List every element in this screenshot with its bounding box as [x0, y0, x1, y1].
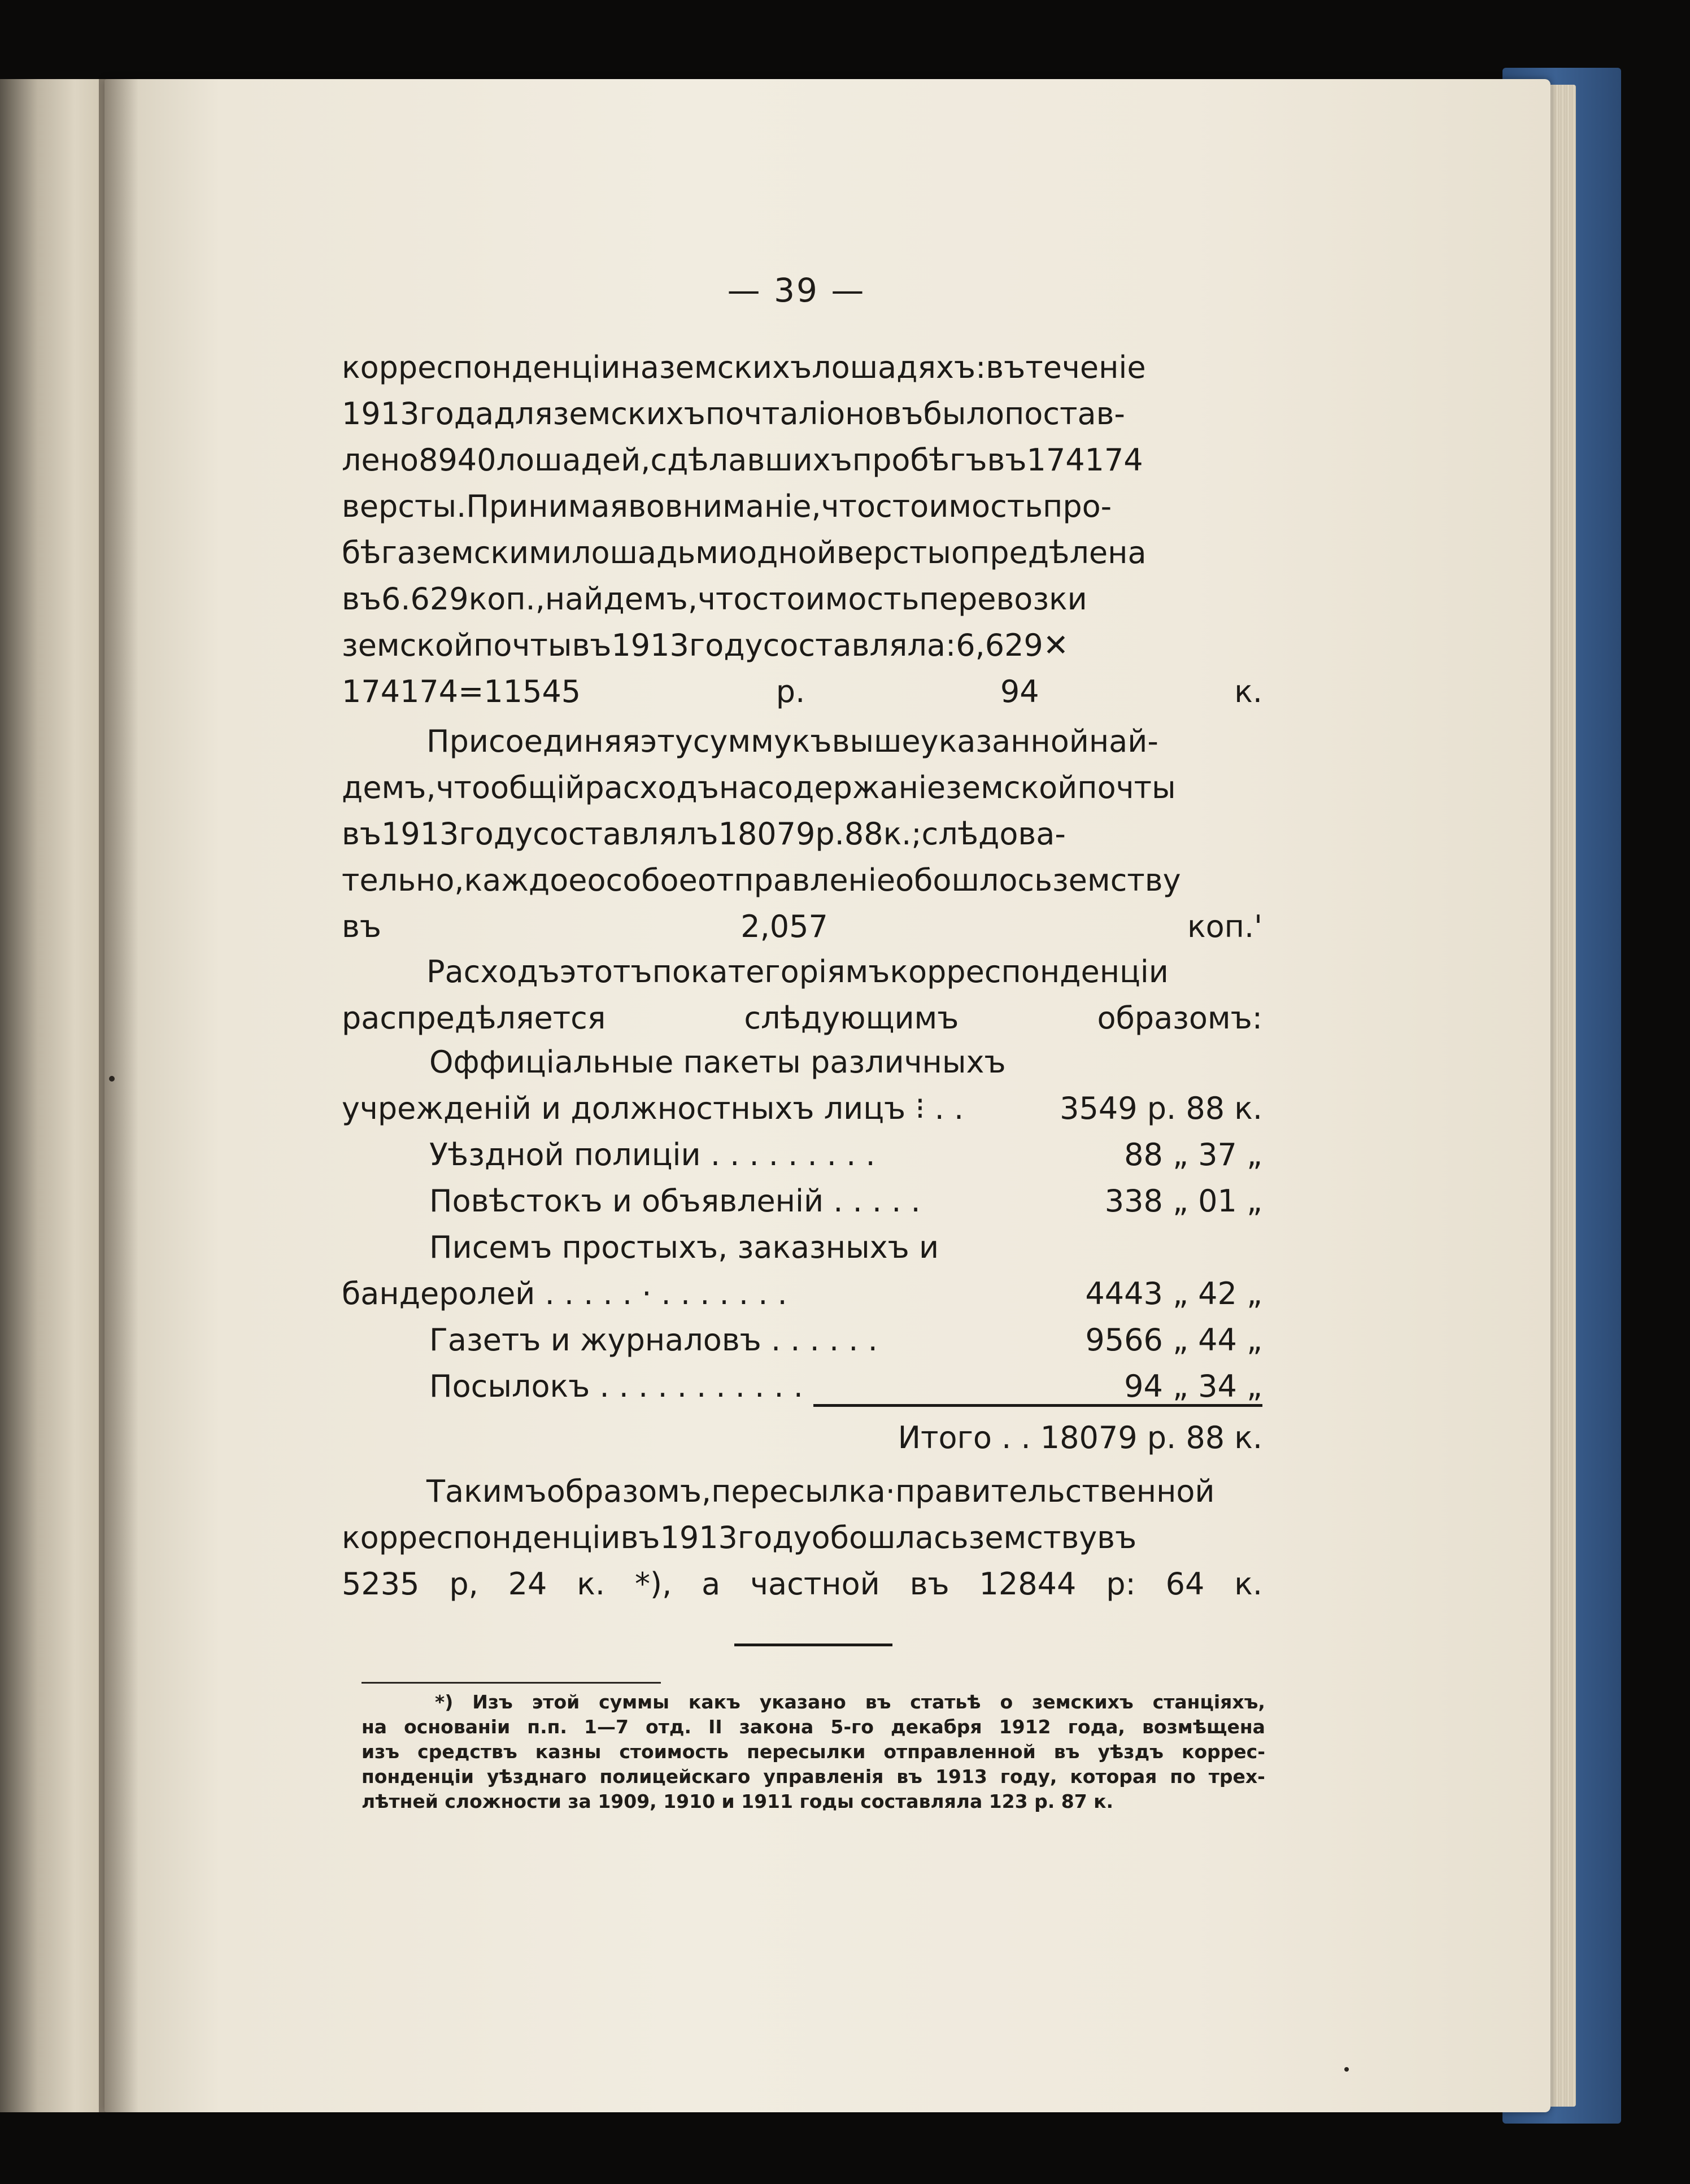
word: 6,629✕ [956, 627, 1069, 663]
word: пробѣгъ [852, 442, 987, 478]
total-amount: Итого . . 18079 р. 88 к. [898, 1420, 1262, 1455]
word: году, [1000, 1765, 1057, 1788]
word: отд. [646, 1716, 692, 1738]
word: трех- [1208, 1765, 1265, 1788]
text-line: распредѣляется слѣдующимъ образомъ: [342, 1000, 1262, 1036]
footnote-rule [361, 1682, 661, 1684]
word: суммы [599, 1691, 670, 1713]
row-label: Писемъ простыхъ, заказныхъ и [429, 1230, 939, 1265]
word: году [689, 627, 763, 663]
word: этой [532, 1691, 580, 1713]
text-line [342, 530, 1262, 576]
word: 1913 [660, 1520, 738, 1555]
word: обошлось [895, 862, 1052, 898]
word: уѣзднаго [486, 1765, 587, 1788]
word: въ [986, 350, 1026, 385]
table-row [342, 1224, 1262, 1271]
word: земскихъ [552, 396, 705, 431]
word: какъ [688, 1691, 741, 1713]
word: 6.629 [381, 581, 469, 617]
word: стоимость [876, 489, 1043, 524]
word: почты [473, 627, 572, 663]
page-number: — 39 — [727, 271, 866, 309]
row-label: Уѣздной полиціи . . . . . . . . . [429, 1137, 876, 1172]
word: отправленіе [697, 862, 896, 898]
word: понденціи [361, 1765, 474, 1788]
table-row [342, 1132, 1262, 1178]
text-line: въ 2,057 коп.' [342, 909, 1262, 944]
word: составляла: [763, 627, 956, 663]
row-amount: 9566 „ 44 „ [1085, 1322, 1262, 1358]
word: Расходъ [426, 954, 560, 989]
word: 1913 [381, 816, 459, 852]
word: земской [342, 627, 474, 663]
row-amount: 338 „ 01 „ [1104, 1183, 1262, 1219]
table-row [342, 1363, 1262, 1410]
table-row [342, 1317, 1262, 1363]
word: содержаніе [757, 770, 946, 805]
word: 1913 [935, 1765, 987, 1788]
word: году [737, 1520, 812, 1555]
word: корреспонденціи [342, 350, 621, 385]
footnote-line: лѣтней сложности за 1909, 1910 и 1911 годы составляла 123 р. 87 к. [361, 1790, 1114, 1812]
word: вышеуказанной [831, 723, 1089, 759]
word: что [435, 770, 491, 805]
word: возмѣщена [1142, 1716, 1265, 1738]
word: уѣздъ [1097, 1741, 1164, 1763]
word: расходъ [585, 770, 719, 805]
page-speck [109, 1076, 115, 1082]
word: коп., [468, 581, 545, 617]
row-amount: 3549 р. 88 к. [1060, 1091, 1262, 1126]
word: Изъ [472, 1691, 513, 1713]
row-label: учрежденій и должностныхъ лицъ ⁝ . . [342, 1091, 964, 1126]
word: средствъ [417, 1741, 517, 1763]
word: сдѣлавшихъ [650, 442, 852, 478]
word: п.п. [527, 1716, 567, 1738]
word: версты. [342, 489, 467, 524]
word: для [494, 396, 553, 431]
word: постав- [1004, 396, 1125, 431]
word: въ [987, 442, 1027, 478]
word: к.; [883, 816, 922, 852]
row-amount: 94 „ 34 „ [1124, 1368, 1262, 1404]
row-label: Посылокъ . . . . . . . . . . . [429, 1368, 803, 1404]
word: которая [1070, 1765, 1157, 1788]
word: 1—7 [584, 1716, 629, 1738]
word: слѣдова- [921, 816, 1066, 852]
word: земству [1052, 862, 1181, 898]
word: основаніи [404, 1716, 511, 1738]
text-line [342, 576, 1262, 622]
word: изъ [361, 1741, 400, 1763]
word: декабря [891, 1716, 982, 1738]
word: въ [572, 627, 612, 663]
word: что [821, 489, 876, 524]
word: въ [342, 581, 381, 617]
word: земству [968, 1520, 1097, 1555]
table-row [342, 1178, 1262, 1224]
word: году [459, 816, 533, 852]
word: пересылка· [711, 1474, 895, 1509]
word: на [361, 1716, 387, 1738]
word: что [697, 581, 752, 617]
word: 88 [844, 816, 883, 852]
word: къ [791, 723, 832, 759]
paragraph-1 [342, 345, 1262, 715]
word: земскими [416, 535, 572, 570]
word: Такимъ [426, 1474, 547, 1509]
word: почталіоновъ [705, 396, 924, 431]
word: бѣга [342, 535, 416, 570]
footnote-line [361, 1715, 1265, 1740]
total-rule [813, 1404, 1262, 1407]
word: Принимая [466, 489, 628, 524]
word: лено [342, 442, 419, 478]
row-amount: 4443 „ 42 „ [1085, 1276, 1262, 1311]
footnote-line [361, 1740, 1265, 1764]
word: полицейскаго [599, 1765, 751, 1788]
word: года [419, 396, 494, 431]
word: отправленной [883, 1741, 1036, 1763]
footnote-line [361, 1690, 1265, 1715]
table-row [342, 1086, 1262, 1132]
text-line [342, 437, 1262, 483]
word: во [628, 489, 665, 524]
table-row [342, 1039, 1262, 1086]
footnote-line [361, 1764, 1265, 1789]
word: р. [815, 816, 844, 852]
word: 1913 [611, 627, 689, 663]
word: лошадяхъ: [812, 350, 986, 385]
paragraph-3 [342, 949, 1262, 1041]
text-line [342, 718, 1262, 765]
word: было [923, 396, 1004, 431]
word: 1913 [342, 396, 420, 431]
word: обошлась [811, 1520, 969, 1555]
row-label: Повѣстокъ и объявленій . . . . . [429, 1183, 921, 1219]
word: 8940 [419, 442, 496, 478]
spine-shadow [99, 79, 138, 2112]
word: управленія [763, 1765, 884, 1788]
text-line [342, 765, 1262, 811]
expense-table [342, 1039, 1262, 1410]
text-line [342, 391, 1262, 437]
word: Присоединяя [426, 723, 641, 759]
word: въ [896, 1765, 922, 1788]
word: перевозки [919, 581, 1087, 617]
word: коррес- [1181, 1741, 1265, 1763]
word: года, [1068, 1716, 1125, 1738]
section-rule [734, 1644, 892, 1646]
word: въ [342, 816, 381, 852]
word: тельно, [342, 862, 464, 898]
word: земскихъ [659, 350, 812, 385]
word: о [1000, 1691, 1013, 1713]
word: стоимость [619, 1741, 729, 1763]
total-row [342, 1415, 1262, 1461]
word: по [652, 954, 691, 989]
row-label: Газетъ и журналовъ . . . . . . [429, 1322, 878, 1358]
word: опредѣлена [951, 535, 1147, 570]
paragraph-4 [342, 1468, 1262, 1607]
word: составлялъ [533, 816, 718, 852]
word: станціяхъ, [1152, 1691, 1265, 1713]
text-line [342, 857, 1262, 904]
word: корреспонденціи [342, 1520, 621, 1555]
row-label: бандеролей . . . . . · . . . . . . . [342, 1276, 787, 1311]
word: 5-го [830, 1716, 874, 1738]
word: на [620, 350, 659, 385]
word: най- [1088, 723, 1158, 759]
word: земскихъ [1032, 1691, 1134, 1713]
word: въ [1053, 1741, 1080, 1763]
word: указано [759, 1691, 846, 1713]
word: эту [640, 723, 693, 759]
word: земской [946, 770, 1078, 805]
text-line [342, 345, 1262, 391]
word: каждое [464, 862, 587, 898]
word: закона [739, 1716, 814, 1738]
word: лошадьми [571, 535, 739, 570]
word: въ [1097, 1520, 1137, 1555]
row-label: Оффиціальные пакеты различныхъ [429, 1044, 1006, 1080]
text-line [342, 1468, 1262, 1515]
paragraph-2 [342, 718, 1262, 950]
word: про- [1043, 489, 1112, 524]
text-line: 174174=11545 р. 94 к. [342, 674, 1262, 709]
word: *) [435, 1691, 454, 1713]
word: статьѣ [910, 1691, 981, 1713]
text-line [342, 622, 1262, 669]
word: образомъ, [546, 1474, 712, 1509]
word: въ [620, 1520, 660, 1555]
word: этотъ [559, 954, 652, 989]
word: пересылки [747, 1741, 866, 1763]
text-line [342, 1515, 1262, 1561]
word: общій [490, 770, 585, 805]
text-line [342, 483, 1262, 530]
word: одной [738, 535, 837, 570]
word: стоимость [752, 581, 920, 617]
table-row [342, 1271, 1262, 1317]
word: версты [836, 535, 951, 570]
word: казны [535, 1741, 602, 1763]
page-speck [1344, 2067, 1349, 2072]
word: 174174 [1026, 442, 1143, 478]
text-line [342, 949, 1262, 995]
footnote [361, 1690, 1265, 1814]
expense-total [342, 1415, 1262, 1461]
word: II [708, 1716, 722, 1738]
word: на [718, 770, 758, 805]
word: корреспонденціи [890, 954, 1169, 989]
word: 1912 [999, 1716, 1051, 1738]
word: демъ, [342, 770, 436, 805]
word: почты [1077, 770, 1176, 805]
word: категоріямъ [690, 954, 890, 989]
word: по [1170, 1765, 1196, 1788]
word: лошадей, [496, 442, 651, 478]
word: теченіе [1025, 350, 1146, 385]
word: особое [587, 862, 698, 898]
word: вниманіе, [664, 489, 821, 524]
word: правительственной [895, 1474, 1215, 1509]
text-line: 5235 р, 24 к. *), а частной въ 12844 р: 64 к. [342, 1566, 1262, 1602]
word: 18079 [718, 816, 816, 852]
word: сумму [692, 723, 792, 759]
word: найдемъ, [545, 581, 698, 617]
left-page-strip [0, 79, 107, 2112]
word: въ [865, 1691, 891, 1713]
text-line [342, 811, 1262, 857]
row-amount: 88 „ 37 „ [1124, 1137, 1262, 1172]
